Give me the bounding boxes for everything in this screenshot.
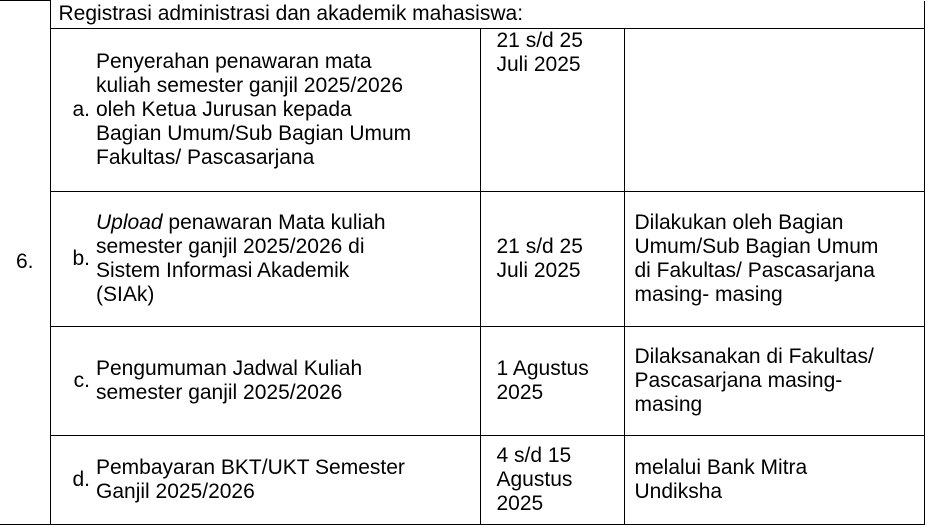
note-line: masing- masing (634, 282, 783, 306)
date-line: 1 Agustus (496, 356, 589, 380)
note-line: di Fakultas/ Pascasarjana (634, 258, 875, 282)
note-line: Dilakukan oleh Bagian (634, 210, 844, 234)
note-line: Pascasarjana masing- (634, 368, 843, 392)
item-number: 6. (0, 1, 50, 525)
date-line: Juli 2025 (496, 258, 581, 282)
note-line: Umum/Sub Bagian Umum (634, 234, 879, 258)
activity-cell (94, 191, 480, 326)
activity-line: semester ganjil 2025/2026 di (96, 234, 365, 258)
activity-cell (94, 326, 480, 435)
date-cell (480, 191, 624, 326)
activity-line: Sistem Informasi Akademik (96, 258, 350, 282)
activity-cell (94, 435, 480, 524)
note-line: Undiksha (634, 479, 723, 503)
activity-cell (94, 28, 480, 191)
heading-row (0, 1, 924, 29)
activity-line: semester ganjil 2025/2026 (96, 380, 343, 404)
activity-line: Pengumuman Jadwal Kuliah (96, 356, 363, 380)
activity-italic-word: Upload (96, 210, 163, 234)
activity-line: Fakultas/ Pascasarjana (96, 145, 315, 169)
note-line: melalui Bank Mitra (634, 455, 808, 479)
date-cell (480, 435, 624, 524)
note-cell (624, 191, 924, 326)
table-row (0, 326, 924, 435)
date-line: Juli 2025 (496, 52, 581, 76)
activity-line: Pembayaran BKT/UKT Semester (96, 455, 405, 479)
activity-line (96, 211, 474, 235)
activity-line: oleh Ketua Jurusan kepada (96, 97, 352, 121)
date-cell (480, 326, 624, 435)
date-line: 2025 (496, 380, 544, 404)
row-letter: a. (50, 28, 94, 191)
activity-line: Bagian Umum/Sub Bagian Umum (96, 121, 412, 145)
note-cell (624, 435, 924, 524)
row-letter: c. (50, 326, 94, 435)
activity-line: Penyerahan penawaran mata (96, 49, 372, 73)
date-line: 4 s/d 15 (496, 443, 572, 467)
table-row (0, 28, 924, 191)
note-line: masing (634, 392, 703, 416)
date-line: 21 s/d 25 (496, 234, 583, 258)
section-heading: Registrasi administrasi dan akademik mahasiswa: (50, 1, 924, 29)
date-cell (480, 28, 624, 191)
table-row (0, 435, 924, 524)
activity-line-rest: penawaran Mata kuliah (162, 210, 386, 234)
date-line: 2025 (496, 491, 544, 515)
activity-line: (SIAk) (96, 282, 155, 306)
note-line: Dilaksanakan di Fakultas/ (634, 344, 874, 368)
date-line: Agustus (496, 467, 573, 491)
note-cell (624, 326, 924, 435)
row-letter: b. (50, 191, 94, 326)
activity-line: Ganjil 2025/2026 (96, 479, 255, 503)
table-row (0, 191, 924, 326)
row-letter: d. (50, 435, 94, 524)
note-cell (624, 28, 924, 191)
activity-line: kuliah semester ganjil 2025/2026 (96, 73, 404, 97)
date-line: 21 s/d 25 (496, 28, 583, 52)
